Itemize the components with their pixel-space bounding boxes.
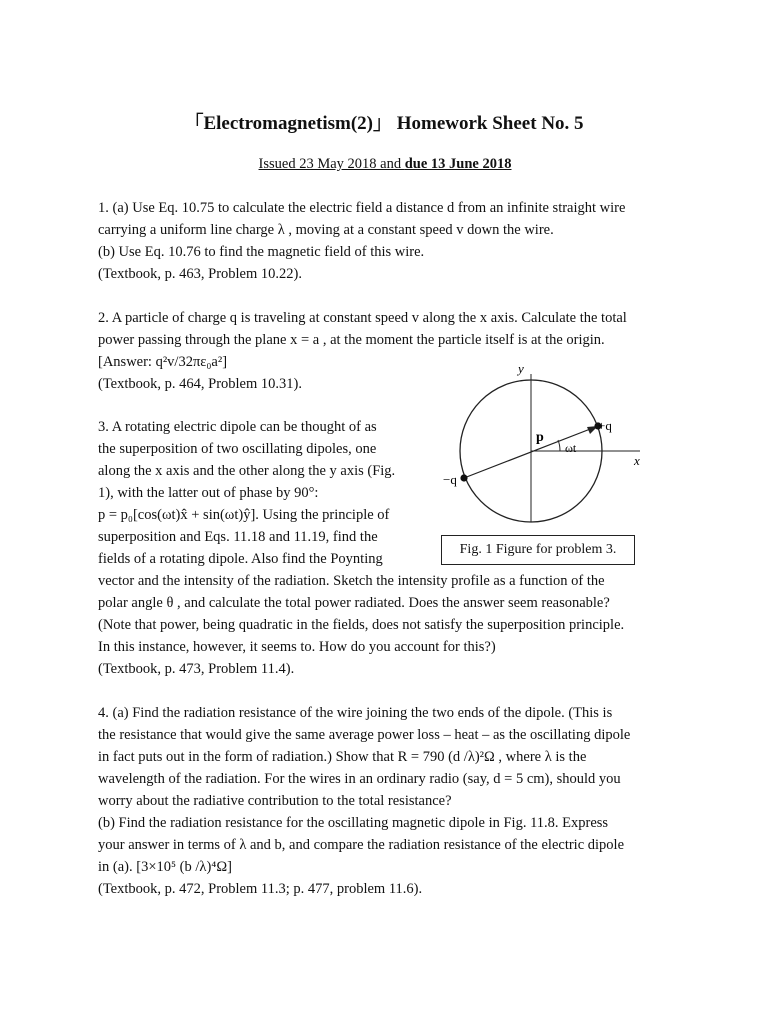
problem-1-line: (b) Use Eq. 10.76 to find the magnetic field of this wire. <box>98 244 425 260</box>
angle-label: ωt <box>565 441 577 455</box>
problem-3-line: vector and the intensity of the radiation. Sketch the intensity profile as a function of the <box>98 573 605 589</box>
y-axis-label: y <box>518 361 524 376</box>
dipole-diagram <box>430 360 662 523</box>
problem-3-line: along the x axis and the other along the y axis (Fig. <box>98 463 396 479</box>
problem-2-line: (Textbook, p. 464, Problem 10.31). <box>98 376 302 392</box>
problem-4-line: wavelength of the radiation. For the wires in an ordinary radio (say, d = 5 cm), should you <box>98 771 621 787</box>
minus-charge-dot <box>460 474 467 481</box>
x-axis-label: x <box>634 453 640 468</box>
figure-caption: Fig. 1 Figure for problem 3. <box>441 535 635 565</box>
problem-4-line: in fact puts out in the form of radiation.) Show that R = 790 (d /λ)²Ω , where λ is the <box>98 749 587 765</box>
problem-1 <box>98 197 678 285</box>
problem-1-line: carrying a uniform line charge λ , moving at a constant speed v down the wire. <box>98 222 554 238</box>
problem-3-line: (Note that power, being quadratic in the fields, does not satisfy the superposition principle. <box>98 617 625 633</box>
problem-3-line: 1), with the latter out of phase by 90°: <box>98 485 319 501</box>
issue-date-line <box>0 156 768 173</box>
problem-2-line: power passing through the plane x = a , at the moment the particle itself is at the origin. <box>98 332 605 348</box>
issued-prefix: Issued 23 May 2018 and <box>258 156 405 172</box>
problem-3-line: 3. A rotating electric dipole can be thought of as <box>98 419 377 435</box>
angle-arc <box>558 440 560 451</box>
problem-2-line: 2. A particle of charge q is traveling at constant speed v along the x axis. Calculate the total <box>98 310 627 326</box>
problem-4-line: worry about the radiative contribution to the total resistance? <box>98 793 452 809</box>
problem-4-line: in (a). [3×10⁵ (b /λ)⁴Ω] <box>98 859 232 875</box>
problem-3-line: polar angle θ , and calculate the total power radiated. Does the answer seem reasonable? <box>98 595 610 611</box>
problem-3-line: In this instance, however, it seems to. How do you account for this?) <box>98 639 496 655</box>
problem-3-line: the superposition of two oscillating dipoles, one <box>98 441 377 457</box>
due-date: due 13 June 2018 <box>404 156 512 172</box>
problem-4-line: the resistance that would give the same average power loss – heat – as the oscillating dipole <box>98 727 631 743</box>
problem-4-line: your answer in terms of λ and b, and compare the radiation resistance of the electric dipole <box>98 837 625 853</box>
problem-1-line: (Textbook, p. 463, Problem 10.22). <box>98 266 302 282</box>
problem-1-line: 1. (a) Use Eq. 10.75 to calculate the electric field a distance d from an infinite straight wire <box>98 200 626 216</box>
plus-q-label: +q <box>598 418 612 433</box>
problem-3-line: (Textbook, p. 473, Problem 11.4). <box>98 661 295 677</box>
problem-3-line: superposition and Eqs. 11.18 and 11.19, find the <box>98 529 378 545</box>
dipole-label: p <box>536 430 544 445</box>
problem-3-line: fields of a rotating dipole. Also find the Poynting <box>98 551 383 567</box>
minus-q-label: −q <box>443 472 457 487</box>
dipole-figure <box>430 360 662 523</box>
problem-4-line: (Textbook, p. 472, Problem 11.3; p. 477, problem 11.6). <box>98 881 423 897</box>
problem-2-line: [Answer: q²v/32πε₀a²] <box>98 354 228 370</box>
problem-4 <box>98 702 678 900</box>
problem-4-line: (b) Find the radiation resistance for the oscillating magnetic dipole in Fig. 11.8. Express <box>98 815 609 831</box>
problem-3-line: p = p₀[cos(ωt)x̂ + sin(ωt)ŷ]. Using the principle of <box>98 507 390 523</box>
page-title: 「Electromagnetism(2)」 Homework Sheet No. 5 <box>184 113 584 134</box>
problem-4-line: 4. (a) Find the radiation resistance of the wire joining the two ends of the dipole. (This is <box>98 705 613 721</box>
